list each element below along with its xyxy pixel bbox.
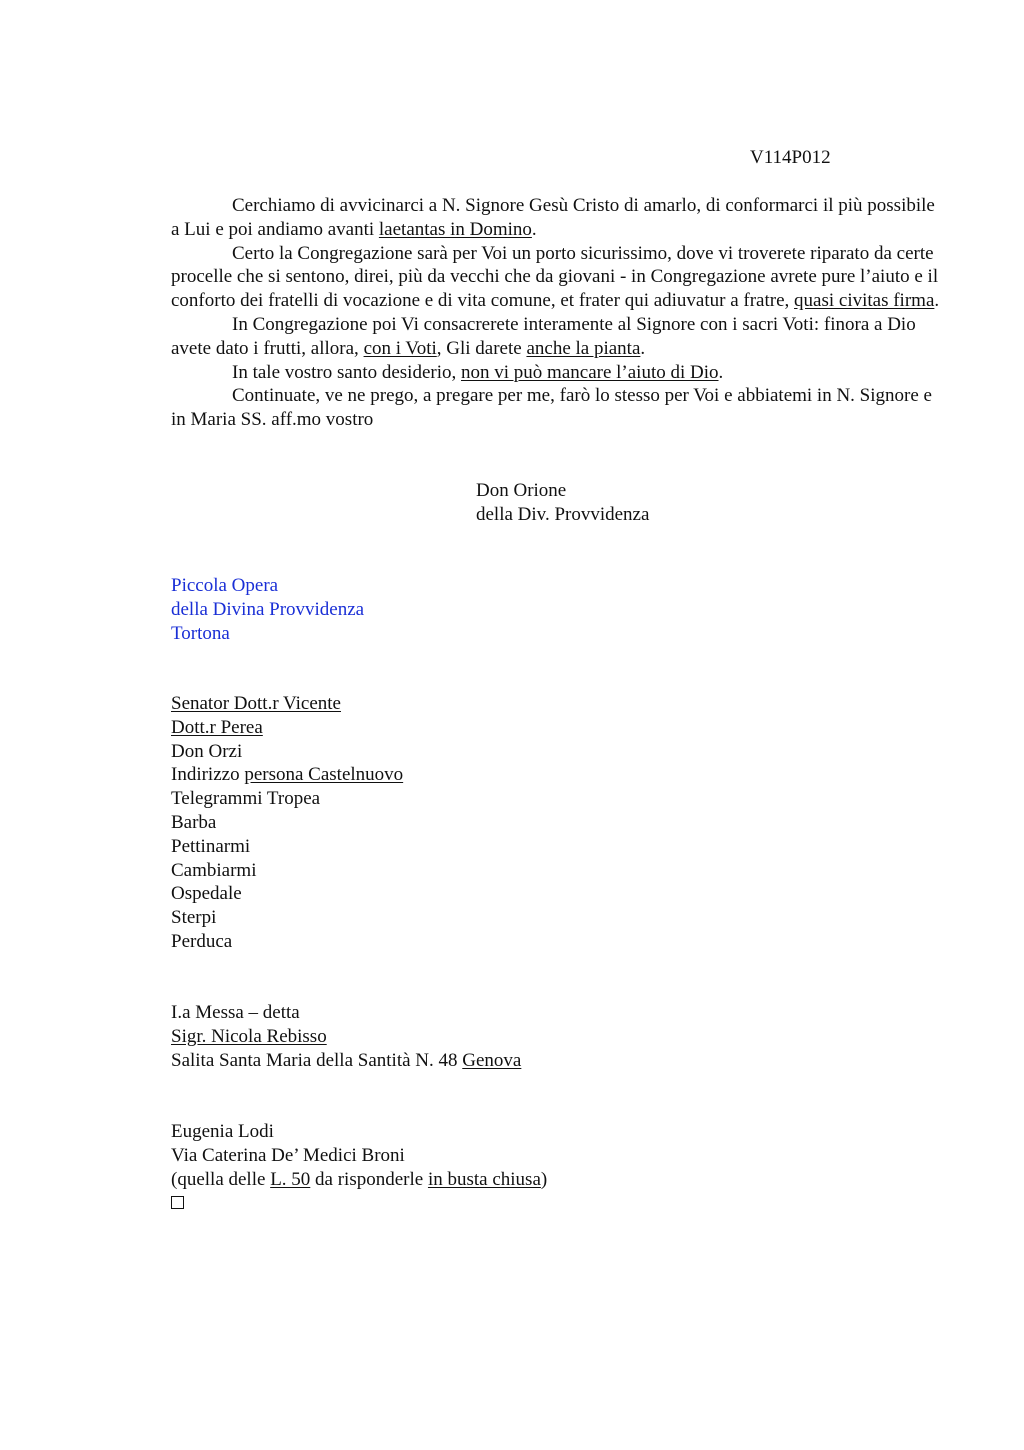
letterhead <box>171 574 364 645</box>
messa-address <box>171 1049 521 1073</box>
underlined-text: L. 50 <box>270 1168 311 1190</box>
underlined-text: non vi può mancare l’aiuto di Dio <box>461 361 719 383</box>
lodi-remark <box>171 1168 547 1192</box>
text: Indirizzo <box>171 764 245 786</box>
lodi-name: Eugenia Lodi <box>171 1121 274 1142</box>
messa-line: I.a Messa – detta <box>171 1002 300 1023</box>
underlined-text: persona Castelnuovo <box>244 764 404 786</box>
letterhead-line: Tortona <box>171 622 230 644</box>
underlined-text: Senator Dott.r Vicente <box>171 693 341 714</box>
signature-title: della Div. Provvidenza <box>476 503 650 525</box>
underlined-text: Dott.r Perea <box>171 716 263 738</box>
text: Cerchiamo di avvicinarci a N. Signore Gesù Cristo di amarlo, di conformarci il più possibile a Lui e poi andiamo avanti <box>171 195 935 240</box>
messa-note <box>171 1001 521 1072</box>
note-item: Pettinarmi <box>171 835 251 857</box>
text: . <box>531 218 537 240</box>
paragraph-2 <box>171 242 941 313</box>
note-item: Ospedale <box>171 883 242 905</box>
checkbox-line <box>171 1191 547 1216</box>
underlined-text: laetantas in Domino <box>378 218 532 240</box>
underlined-text: Genova <box>462 1049 522 1071</box>
document-code: V114P012 <box>750 147 831 168</box>
letterhead-line: Piccola Opera <box>171 575 279 596</box>
note-item <box>171 763 403 787</box>
note-item: Cambiarmi <box>171 859 257 881</box>
text: , Gli darete <box>436 337 527 359</box>
text: . <box>934 290 940 312</box>
messa-name <box>171 1025 521 1049</box>
note-item <box>171 716 403 740</box>
note-item: Don Orzi <box>171 740 243 762</box>
note-item <box>171 692 403 716</box>
signature-name: Don Orione <box>476 480 567 501</box>
text: Certo la Congregazione sarà per Voi un porto sicurissimo, dove vi troverete riparato da certe procelle che si sentono, direi, più da vecchi che da giovani - in Congregazione avrete pure l’aiuto e il conforto dei fratelli di vocazione e di vita comune, et frater qui adiuvatur a fratre, <box>171 242 939 312</box>
text: . <box>640 337 646 359</box>
notes-list <box>171 692 403 954</box>
paragraph-5 <box>171 384 941 432</box>
signature <box>476 479 649 527</box>
checkbox-icon <box>171 1196 184 1209</box>
paragraph-4 <box>171 361 941 385</box>
underlined-text: con i Voti <box>363 337 437 359</box>
underlined-text: Sigr. Nicola Rebisso <box>171 1025 327 1047</box>
underlined-text: in busta chiusa <box>427 1168 541 1190</box>
text: da risponderle <box>310 1168 428 1190</box>
text: Continuate, ve ne prego, a pregare per me, farò lo stesso per Voi e abbiatemi in N. Signore e in Maria SS. aff.mo vostro <box>171 385 932 431</box>
text: ) <box>540 1168 548 1190</box>
note-item: Telegrammi Tropea <box>171 788 321 810</box>
paragraph-3 <box>171 313 941 361</box>
underlined-text: quasi civitas firma <box>794 290 935 312</box>
note-item: Barba <box>171 811 217 833</box>
text: In tale vostro santo desiderio, <box>232 361 462 383</box>
text: (quella delle <box>171 1168 271 1190</box>
text: Salita Santa Maria della Santità N. 48 <box>171 1049 463 1071</box>
note-item: Sterpi <box>171 907 217 929</box>
lodi-note <box>171 1120 547 1216</box>
text: In Congregazione poi Vi consacrerete interamente al Signore con i sacri Voti: finora a Dio avete dato i frutti, allora, <box>171 313 916 359</box>
letterhead-line: della Divina Provvidenza <box>171 598 365 620</box>
paragraph-1 <box>171 194 941 242</box>
text: . <box>718 361 724 383</box>
note-item: Perduca <box>171 930 233 952</box>
underlined-text: anche la pianta <box>526 337 641 359</box>
letter-body <box>171 194 941 432</box>
lodi-address: Via Caterina De’ Medici Broni <box>171 1144 405 1166</box>
